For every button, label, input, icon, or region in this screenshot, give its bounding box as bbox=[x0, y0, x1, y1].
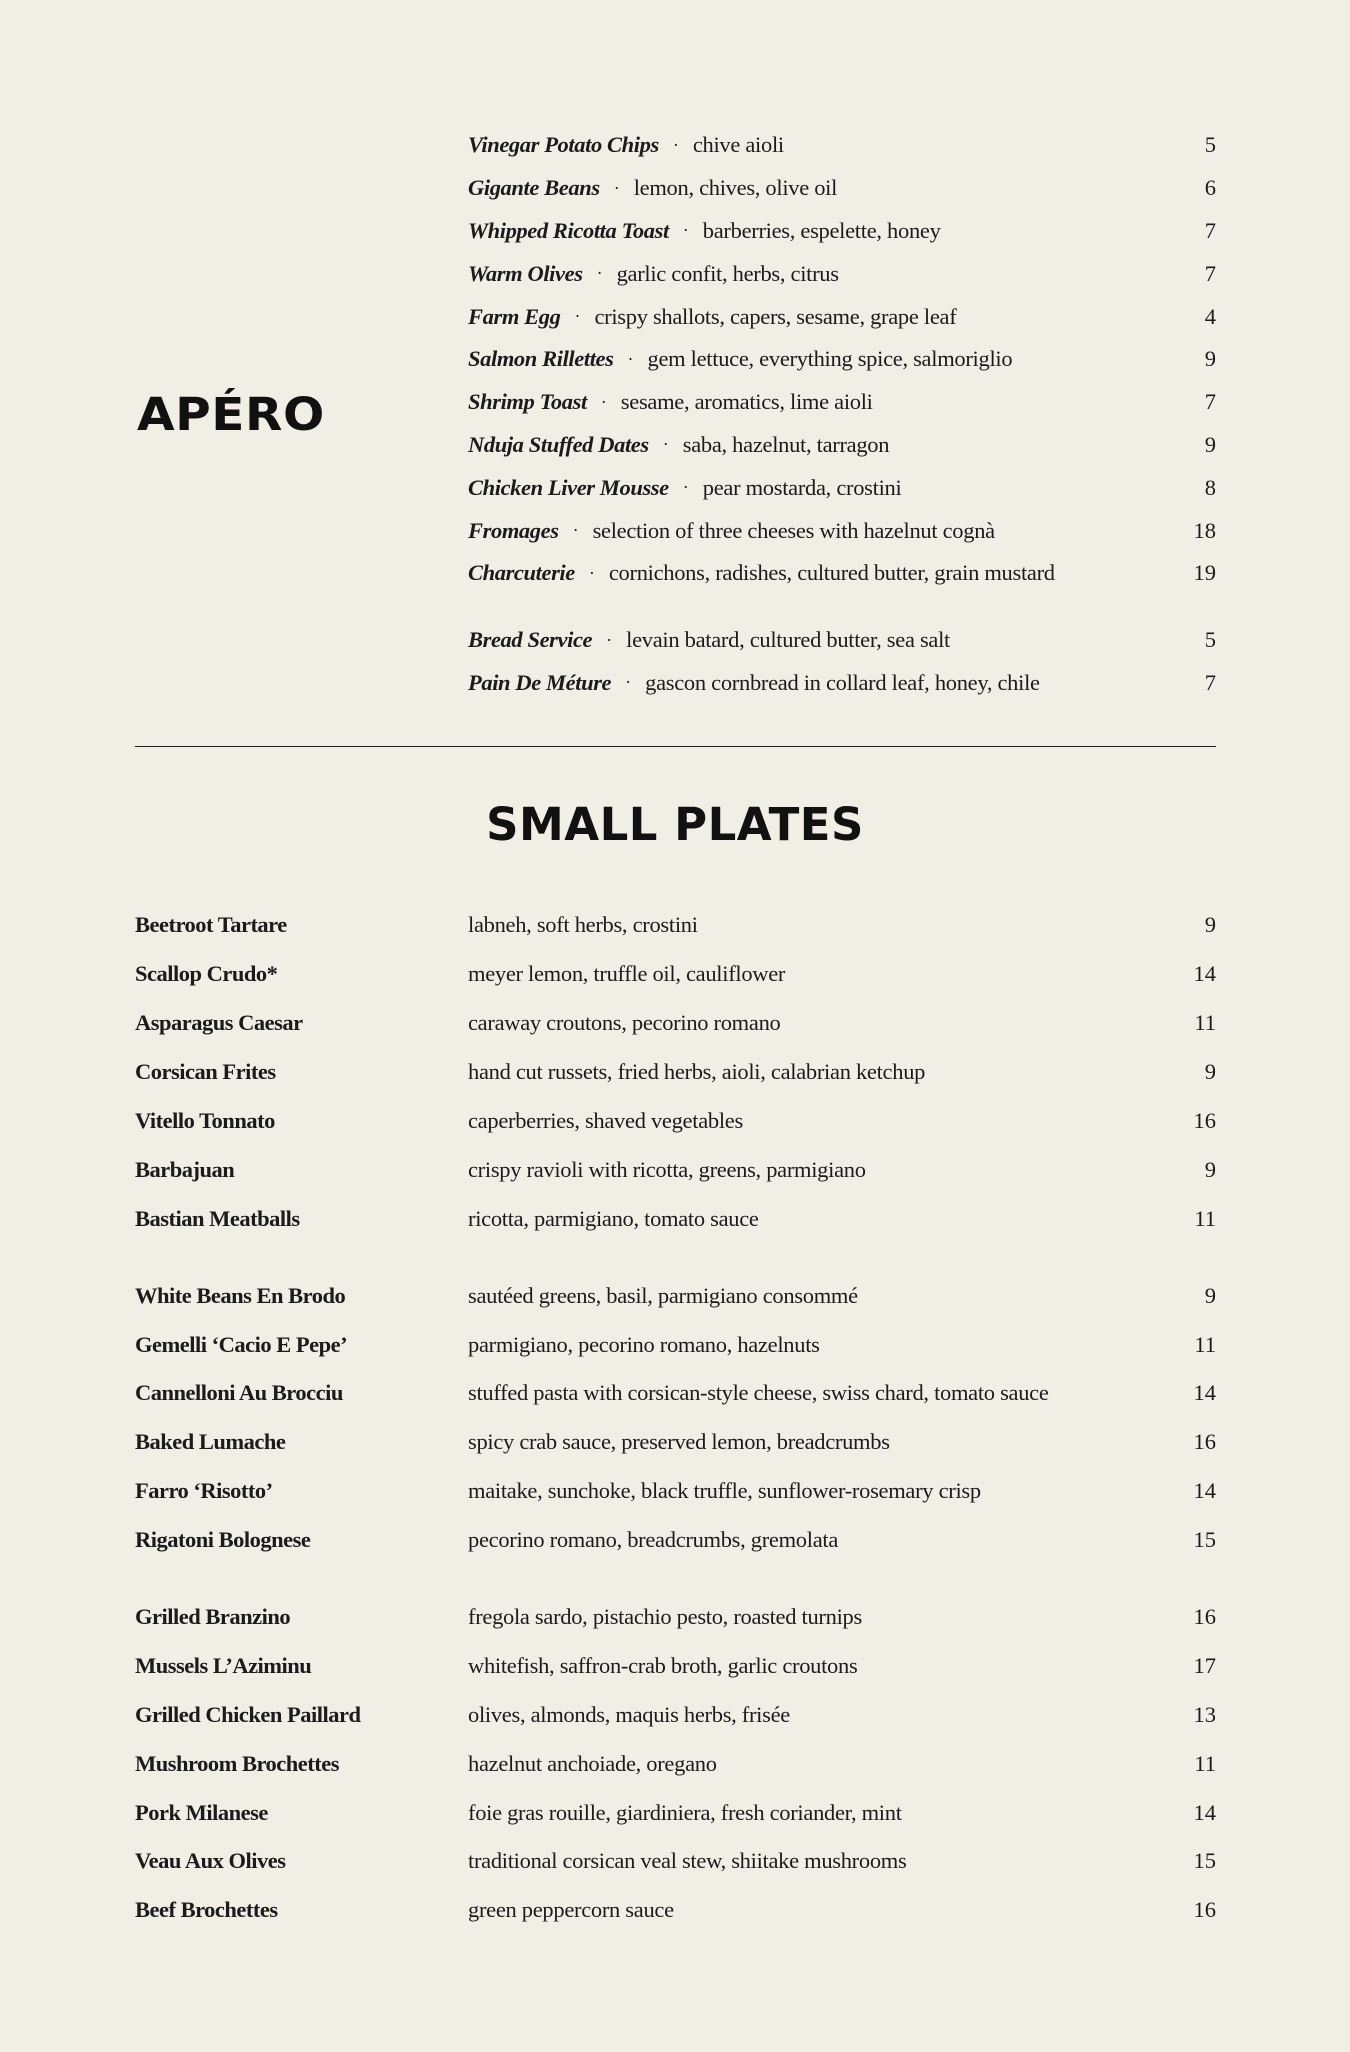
small-plate-description: meyer lemon, truffle oil, cauliflower bbox=[468, 961, 786, 987]
small-plate-name: Pork Milanese bbox=[135, 1799, 268, 1825]
small-plate-item bbox=[135, 1369, 1216, 1418]
small-plate-name: Corsican Frites bbox=[135, 1059, 276, 1085]
small-plate-price: 9 bbox=[1204, 1282, 1216, 1308]
small-plate-price: 11 bbox=[1194, 1331, 1216, 1357]
small-plate-description: foie gras rouille, giardiniera, fresh coriander, mint bbox=[468, 1799, 902, 1825]
separator-dot: · bbox=[627, 348, 634, 369]
apero-item-price: 19 bbox=[1193, 560, 1216, 586]
small-plates-list bbox=[135, 901, 1216, 1935]
small-plate-description: olives, almonds, maquis herbs, frisée bbox=[468, 1701, 790, 1727]
apero-item-description: chive aioli bbox=[692, 132, 784, 158]
apero-item-price: 9 bbox=[1204, 431, 1216, 457]
apero-item-description: sesame, aromatics, lime aioli bbox=[620, 389, 873, 415]
apero-item-price: 18 bbox=[1193, 517, 1216, 543]
small-plate-price: 15 bbox=[1193, 1848, 1216, 1874]
small-plate-price: 14 bbox=[1193, 1478, 1216, 1504]
apero-item bbox=[468, 662, 1216, 705]
apero-item bbox=[468, 252, 1216, 295]
apero-item-name: Chicken Liver Mousse bbox=[468, 474, 669, 500]
separator-dot: · bbox=[596, 263, 603, 284]
small-plate-name: Grilled Chicken Paillard bbox=[135, 1701, 361, 1727]
apero-item bbox=[468, 338, 1216, 381]
small-plate-name: Mussels L’Aziminu bbox=[135, 1652, 312, 1678]
apero-item-description: selection of three cheeses with hazelnut cognà bbox=[592, 517, 995, 543]
apero-item bbox=[468, 509, 1216, 552]
apero-item-name: Charcuterie bbox=[468, 560, 575, 586]
apero-item-description: gascon cornbread in collard leaf, honey, chile bbox=[645, 669, 1040, 695]
small-plate-price: 9 bbox=[1204, 1156, 1216, 1182]
small-plate-item bbox=[135, 1271, 1216, 1320]
small-plate-item bbox=[135, 1641, 1216, 1690]
small-plate-item bbox=[135, 1418, 1216, 1467]
small-plate-item bbox=[135, 999, 1216, 1048]
separator-dot: · bbox=[625, 672, 632, 693]
small-plate-description: pecorino romano, breadcrumbs, gremolata bbox=[468, 1527, 839, 1553]
small-plate-description: ricotta, parmigiano, tomato sauce bbox=[468, 1205, 759, 1231]
apero-item-name: Warm Olives bbox=[468, 260, 583, 286]
apero-item-name: Vinegar Potato Chips bbox=[468, 132, 659, 158]
small-plate-item bbox=[135, 1516, 1216, 1565]
small-plate-item bbox=[135, 1690, 1216, 1739]
apero-item-price: 7 bbox=[1204, 260, 1216, 286]
small-plate-item bbox=[135, 950, 1216, 999]
apero-item-description: cornichons, radishes, cultured butter, grain mustard bbox=[608, 560, 1055, 586]
apero-item-description: gem lettuce, everything spice, salmoriglio bbox=[647, 346, 1013, 372]
apero-item-description: levain batard, cultured butter, sea salt bbox=[626, 627, 950, 653]
small-plate-name: Barbajuan bbox=[135, 1156, 235, 1182]
small-plate-name: Gemelli ‘Cacio E Pepe’ bbox=[135, 1331, 348, 1357]
small-plate-price: 11 bbox=[1194, 1205, 1216, 1231]
small-plate-name: Rigatoni Bolognese bbox=[135, 1527, 311, 1553]
small-plate-price: 15 bbox=[1193, 1527, 1216, 1553]
small-plate-name: Mushroom Brochettes bbox=[135, 1750, 340, 1776]
separator-dot: · bbox=[662, 434, 669, 455]
small-plate-price: 13 bbox=[1193, 1701, 1216, 1727]
small-plate-description: whitefish, saffron-crab broth, garlic croutons bbox=[468, 1652, 858, 1678]
apero-item bbox=[468, 295, 1216, 338]
apero-item bbox=[468, 552, 1216, 595]
small-plate-item bbox=[135, 1788, 1216, 1837]
apero-item-name: Salmon Rillettes bbox=[468, 346, 614, 372]
apero-item bbox=[468, 466, 1216, 509]
small-plate-description: parmigiano, pecorino romano, hazelnuts bbox=[468, 1331, 820, 1357]
small-plate-name: Beetroot Tartare bbox=[135, 912, 287, 938]
separator-dot: · bbox=[588, 562, 595, 583]
small-plate-price: 16 bbox=[1193, 1108, 1216, 1133]
apero-item bbox=[468, 381, 1216, 424]
small-plate-name: Scallop Crudo* bbox=[135, 961, 278, 987]
small-plate-price: 16 bbox=[1193, 1604, 1216, 1630]
apero-item-description: garlic confit, herbs, citrus bbox=[616, 260, 839, 286]
small-plate-item bbox=[135, 1886, 1216, 1935]
apero-item bbox=[468, 210, 1216, 253]
apero-item bbox=[468, 167, 1216, 210]
apero-item-description: saba, hazelnut, tarragon bbox=[682, 431, 890, 457]
apero-item-name: Nduja Stuffed Dates bbox=[468, 431, 649, 457]
small-plate-description: fregola sardo, pistachio pesto, roasted turnips bbox=[468, 1604, 862, 1630]
small-plate-name: Baked Lumache bbox=[135, 1429, 286, 1455]
small-plate-price: 11 bbox=[1194, 1010, 1216, 1036]
small-plate-item bbox=[135, 901, 1216, 950]
small-plate-description: green peppercorn sauce bbox=[468, 1897, 674, 1923]
small-plate-name: Grilled Branzino bbox=[135, 1604, 291, 1630]
small-plate-item bbox=[135, 1467, 1216, 1516]
apero-item-name: Fromages bbox=[468, 517, 559, 543]
small-plate-price: 14 bbox=[1193, 1799, 1216, 1825]
apero-item-price: 5 bbox=[1204, 627, 1216, 653]
separator-dot: · bbox=[682, 220, 689, 241]
apero-section-title: APÉRO bbox=[137, 388, 325, 441]
separator-dot: · bbox=[600, 391, 607, 412]
apero-item-description: crispy shallots, capers, sesame, grape leaf bbox=[594, 303, 957, 329]
small-plate-price: 16 bbox=[1193, 1897, 1216, 1923]
small-plate-name: Bastian Meatballs bbox=[135, 1205, 300, 1231]
apero-item-price: 8 bbox=[1204, 474, 1216, 500]
small-plate-description: hand cut russets, fried herbs, aioli, calabrian ketchup bbox=[468, 1059, 926, 1085]
apero-item-price: 9 bbox=[1204, 346, 1216, 372]
small-plate-description: labneh, soft herbs, crostini bbox=[468, 912, 698, 938]
small-plate-description: crispy ravioli with ricotta, greens, parmigiano bbox=[468, 1156, 866, 1182]
apero-item-price: 6 bbox=[1204, 175, 1216, 201]
small-plate-description: sautéed greens, basil, parmigiano consommé bbox=[468, 1282, 858, 1308]
small-plate-description: caraway croutons, pecorino romano bbox=[468, 1010, 781, 1036]
apero-item-price: 4 bbox=[1204, 303, 1216, 329]
apero-item-name: Bread Service bbox=[468, 627, 593, 653]
small-plate-item bbox=[135, 1097, 1216, 1146]
small-plate-item bbox=[135, 1194, 1216, 1243]
apero-item bbox=[468, 424, 1216, 467]
apero-item-price: 7 bbox=[1204, 389, 1216, 415]
small-plate-price: 16 bbox=[1193, 1429, 1216, 1455]
apero-item-name: Shrimp Toast bbox=[468, 389, 587, 415]
apero-item-name: Gigante Beans bbox=[468, 175, 600, 201]
small-plate-price: 17 bbox=[1193, 1652, 1216, 1678]
small-plate-description: stuffed pasta with corsican-style cheese, swiss chard, tomato sauce bbox=[468, 1380, 1049, 1406]
small-plates-section-title: SMALL PLATES bbox=[486, 798, 864, 851]
small-plate-description: traditional corsican veal stew, shiitake mushrooms bbox=[468, 1848, 907, 1874]
apero-item-price: 7 bbox=[1204, 669, 1216, 695]
separator-dot: · bbox=[606, 629, 613, 650]
small-plate-item bbox=[135, 1048, 1216, 1097]
separator-dot: · bbox=[574, 306, 581, 327]
apero-item-description: pear mostarda, crostini bbox=[702, 474, 902, 500]
apero-item-name: Farm Egg bbox=[468, 303, 561, 329]
apero-list bbox=[468, 124, 1216, 704]
apero-item-description: lemon, chives, olive oil bbox=[633, 175, 838, 201]
small-plate-name: White Beans En Brodo bbox=[135, 1282, 346, 1308]
small-plate-name: Cannelloni Au Brocciu bbox=[135, 1380, 343, 1406]
small-plate-description: hazelnut anchoiade, oregano bbox=[468, 1750, 717, 1776]
small-plate-price: 14 bbox=[1193, 1380, 1216, 1406]
small-plate-name: Asparagus Caesar bbox=[135, 1010, 303, 1036]
separator-dot: · bbox=[572, 520, 579, 541]
small-plate-item bbox=[135, 1320, 1216, 1369]
section-divider bbox=[135, 746, 1216, 747]
separator-dot: · bbox=[672, 134, 679, 155]
small-plate-description: caperberries, shaved vegetables bbox=[468, 1108, 743, 1133]
apero-item bbox=[468, 619, 1216, 662]
apero-item bbox=[468, 124, 1216, 167]
small-plate-item bbox=[135, 1739, 1216, 1788]
apero-item-name: Whipped Ricotta Toast bbox=[468, 217, 669, 243]
small-plate-item bbox=[135, 1837, 1216, 1886]
separator-dot: · bbox=[613, 177, 620, 198]
small-plate-price: 9 bbox=[1204, 912, 1216, 938]
apero-item-name: Pain De Méture bbox=[468, 669, 612, 695]
small-plate-description: maitake, sunchoke, black truffle, sunflower-rosemary crisp bbox=[468, 1478, 981, 1504]
apero-item-price: 7 bbox=[1204, 217, 1216, 243]
apero-item-description: barberries, espelette, honey bbox=[702, 217, 941, 243]
apero-item-price: 5 bbox=[1204, 132, 1216, 158]
small-plate-name: Farro ‘Risotto’ bbox=[135, 1478, 273, 1504]
small-plate-name: Veau Aux Olives bbox=[135, 1848, 286, 1874]
small-plate-description: spicy crab sauce, preserved lemon, breadcrumbs bbox=[468, 1429, 890, 1455]
small-plate-item bbox=[135, 1145, 1216, 1194]
small-plate-name: Vitello Tonnato bbox=[135, 1108, 275, 1133]
small-plate-item bbox=[135, 1593, 1216, 1642]
small-plate-price: 11 bbox=[1194, 1750, 1216, 1776]
small-plate-name: Beef Brochettes bbox=[135, 1897, 278, 1923]
separator-dot: · bbox=[682, 477, 689, 498]
small-plate-price: 14 bbox=[1193, 961, 1216, 987]
small-plate-price: 9 bbox=[1204, 1059, 1216, 1085]
